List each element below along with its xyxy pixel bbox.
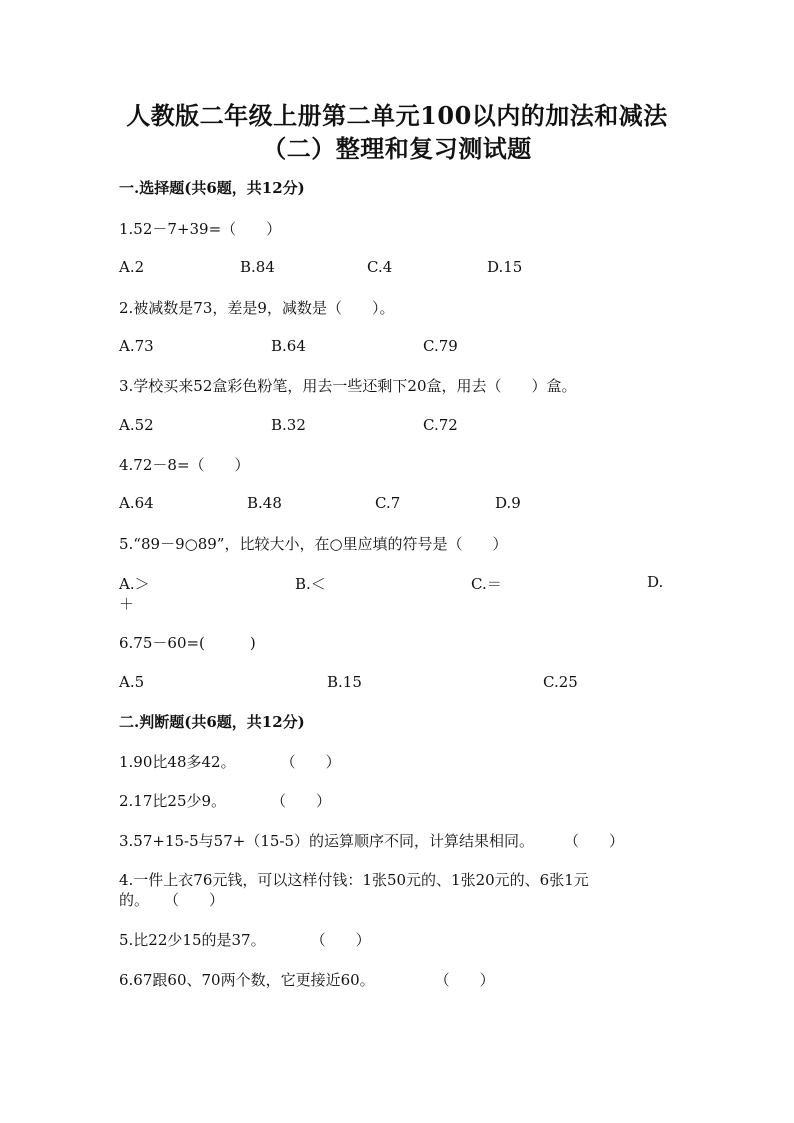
question-1-option-a: A.2 (119, 258, 145, 276)
question-6-option-c: C.25 (543, 673, 578, 691)
section-heading-choice: 一.选择题(共6题，共12分) (119, 179, 305, 197)
question-4-option-b: B.48 (247, 494, 282, 512)
question-6-option-a: A.5 (119, 673, 145, 691)
judgment-6: 6.67跟60、70两个数，它更接近60。 （ ） (119, 971, 495, 989)
judgment-4: 4.一件上衣76元钱，可以这样付钱：1张50元的、1张20元的、6张1元 (119, 871, 589, 889)
question-2-option-c: C.79 (423, 337, 458, 355)
title-line-1: 人教版二年级上册第二单元100以内的加法和减法 (126, 101, 668, 130)
judgment-4-continued: 的。 （ ） (119, 891, 225, 909)
question-5-option-d: D. (647, 573, 664, 591)
question-6-option-b: B.15 (327, 673, 362, 691)
title-line-2: （二）整理和复习测试题 (262, 134, 532, 163)
question-3-option-b: B.32 (271, 416, 306, 434)
question-5-option-b: B.＜ (295, 575, 326, 593)
judgment-2: 2.17比25少9。 （ ） (119, 792, 332, 810)
question-2-option-a: A.73 (119, 337, 154, 355)
judgment-1: 1.90比48多42。 （ ） (119, 753, 341, 771)
question-5-option-c: C.＝ (471, 575, 502, 593)
question-2-option-b: B.64 (271, 337, 306, 355)
question-5-option-d-value: ＋ (119, 595, 135, 613)
question-1-text: 1.52－7+39=（ ） (119, 220, 282, 238)
question-4-text: 4.72－8=（ ） (119, 456, 250, 474)
question-5-option-a: A.＞ (119, 575, 150, 593)
section-heading-judgment: 二.判断题(共6题，共12分) (119, 713, 305, 731)
question-4-option-a: A.64 (119, 494, 154, 512)
question-1-option-c: C.4 (367, 258, 393, 276)
question-6-text: 6.75－60=( ) (119, 634, 256, 652)
question-1-option-b: B.84 (240, 258, 275, 276)
question-2-text: 2.被减数是73，差是9，减数是（ ）。 (119, 299, 395, 317)
question-5-text: 5.“89－9○89”，比较大小，在○里应填的符号是（ ） (119, 535, 508, 553)
judgment-3: 3.57+15-5与57+（15-5）的运算顺序不同，计算结果相同。 （ ） (119, 832, 625, 850)
question-4-option-d: D.9 (495, 494, 521, 512)
question-3-text: 3.学校买来52盒彩色粉笔，用去一些还剩下20盒，用去（ ）盒。 (119, 377, 577, 395)
question-1-option-d: D.15 (487, 258, 523, 276)
question-4-option-c: C.7 (375, 494, 401, 512)
question-3-option-a: A.52 (119, 416, 154, 434)
judgment-5: 5.比22少15的是37。 （ ） (119, 931, 371, 949)
question-3-option-c: C.72 (423, 416, 458, 434)
